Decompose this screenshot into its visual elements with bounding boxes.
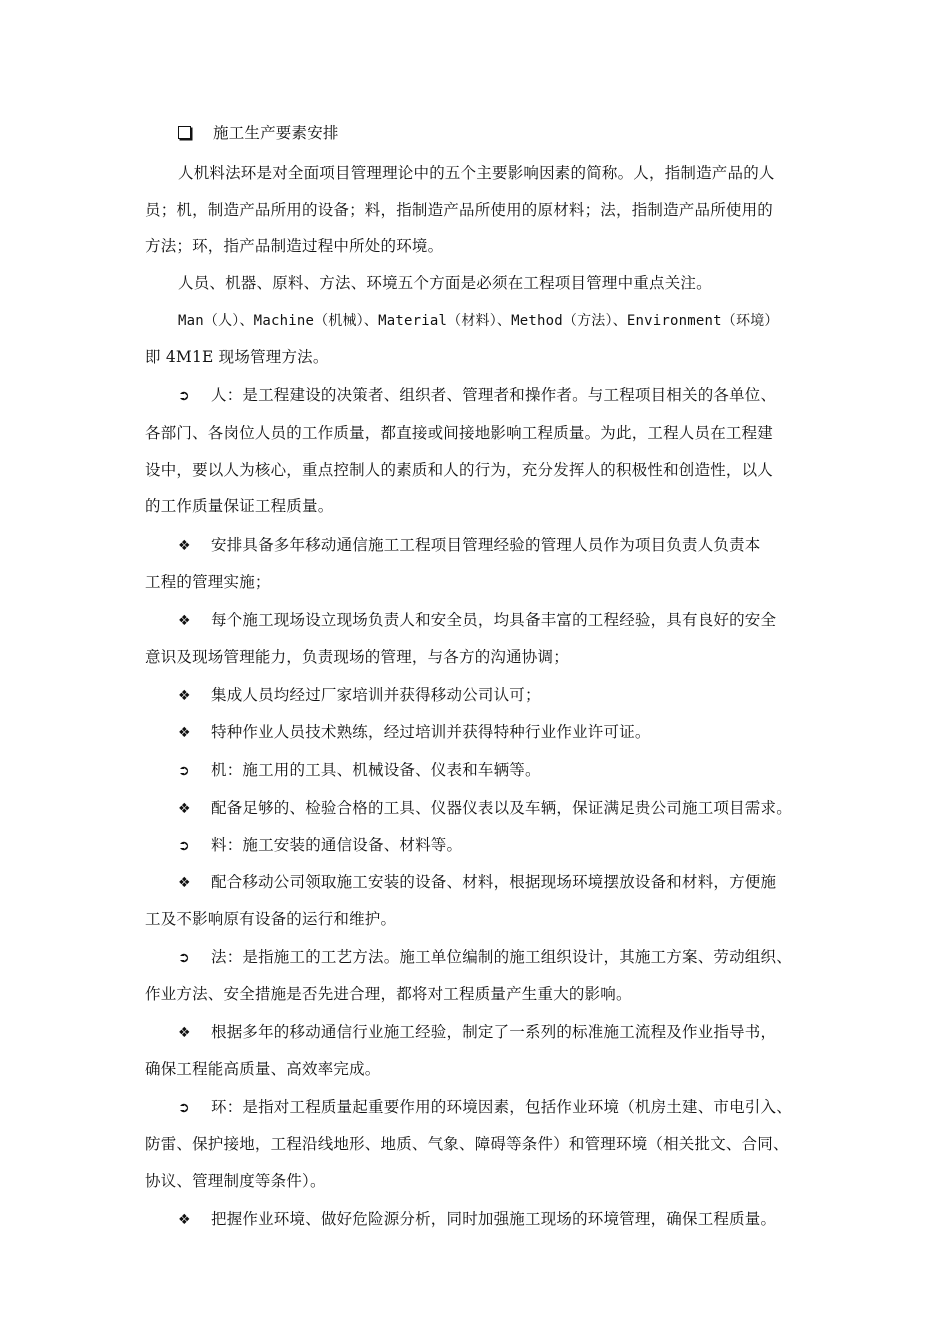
environment-section-line: 协议、管理制度等条件）。 bbox=[145, 1172, 326, 1190]
diamond-bullet-icon: ❖ bbox=[178, 725, 191, 741]
man-section-line: 设中，要以人为核心，重点控制人的素质和人的行为，充分发挥人的积极性和创造性，以人 bbox=[145, 461, 774, 479]
man-bullet: ❖ 特种作业人员技术熟练，经过培训并获得特种行业作业许可证。 bbox=[178, 723, 651, 741]
diamond-bullet-icon: ❖ bbox=[178, 613, 191, 629]
method-section-line: 作业方法、安全措施是否先进合理，都将对工程质量产生重大的影响。 bbox=[145, 985, 632, 1003]
method-section: ➲ 法：是指施工的工艺方法。施工单位编制的施工组织设计，其施工方案、劳动组织、 bbox=[178, 948, 792, 966]
diamond-bullet-icon: ❖ bbox=[178, 801, 191, 817]
english-terms-line: Man（人）、Machine（机械）、Material（材料）、Method（方法）、Environment（环境） bbox=[178, 313, 779, 329]
man-section-line: 的工作质量保证工程质量。 bbox=[145, 497, 334, 515]
man-bullet: ❖ 每个施工现场设立现场负责人和安全员，均具备丰富的工程经验，具有良好的安全 bbox=[178, 611, 777, 629]
material-section: ➲ 料：施工安装的通信设备、材料等。 bbox=[178, 836, 463, 854]
intro-paragraph-line: 员；机，制造产品所用的设备；料，指制造产品所使用的原材料；法，指制造产品所使用的 bbox=[145, 201, 774, 219]
environment-bullet: ❖ 把握作业环境、做好危险源分析，同时加强施工现场的环境管理，确保工程质量。 bbox=[178, 1210, 777, 1228]
diamond-bullet-icon: ❖ bbox=[178, 1212, 191, 1228]
arrow-bullet-icon: ➲ bbox=[178, 950, 190, 966]
environment-section-line: 防雷、保护接地，工程沿线地形、地质、气象、障碍等条件）和管理环境（相关批文、合同、 bbox=[145, 1135, 789, 1153]
document-page bbox=[145, 0, 810, 1344]
environment-section: ➲ 环：是指对工程质量起重要作用的环境因素，包括作业环境（机房土建、市电引入、 bbox=[178, 1098, 792, 1116]
diamond-bullet-icon: ❖ bbox=[178, 688, 191, 704]
material-bullet-line: 工及不影响原有设备的运行和维护。 bbox=[145, 910, 397, 928]
man-section-line: 各部门、各岗位人员的工作质量，都直接或间接地影响工程质量。为此，工程人员在工程建 bbox=[145, 424, 774, 442]
machine-bullet: ❖ 配备足够的、检验合格的工具、仪器仪表以及车辆，保证满足贵公司施工项目需求。 bbox=[178, 799, 792, 817]
english-terms-line: 即 4M1E 现场管理方法。 bbox=[145, 348, 329, 366]
man-bullet: ❖ 集成人员均经过厂家培训并获得移动公司认可； bbox=[178, 686, 541, 704]
arrow-bullet-icon: ➲ bbox=[178, 838, 190, 854]
intro-paragraph-line: 方法；环，指产品制造过程中所处的环境。 bbox=[145, 237, 444, 255]
diamond-bullet-icon: ❖ bbox=[178, 1025, 191, 1041]
arrow-bullet-icon: ➲ bbox=[178, 1100, 190, 1116]
man-bullet-line: 工程的管理实施； bbox=[145, 573, 271, 591]
method-bullet: ❖ 根据多年的移动通信行业施工经验，制定了一系列的标准施工流程及作业指导书， bbox=[178, 1023, 777, 1041]
focus-paragraph: 人员、机器、原料、方法、环境五个方面是必须在工程项目管理中重点关注。 bbox=[178, 274, 712, 292]
intro-paragraph-line: 人机料法环是对全面项目管理理论中的五个主要影响因素的简称。人，指制造产品的人 bbox=[178, 164, 775, 182]
arrow-bullet-icon: ➲ bbox=[178, 388, 190, 404]
material-bullet: ❖ 配合移动公司领取施工安装的设备、材料，根据现场环境摆放设备和材料，方便施 bbox=[178, 873, 777, 891]
arrow-bullet-icon: ➲ bbox=[178, 763, 190, 779]
diamond-bullet-icon: ❖ bbox=[178, 538, 191, 554]
section-heading: 施工生产要素安排 bbox=[178, 123, 339, 143]
machine-section: ➲ 机：施工用的工具、机械设备、仪表和车辆等。 bbox=[178, 761, 541, 779]
method-bullet-line: 确保工程能高质量、高效率完成。 bbox=[145, 1060, 381, 1078]
diamond-bullet-icon: ❖ bbox=[178, 875, 191, 891]
man-bullet: ❖ 安排具备多年移动通信施工工程项目管理经验的管理人员作为项目负责人负责本 bbox=[178, 536, 761, 554]
man-section: ➲ 人：是工程建设的决策者、组织者、管理者和操作者。与工程项目相关的各单位、 bbox=[178, 386, 777, 404]
man-bullet-line: 意识及现场管理能力，负责现场的管理，与各方的沟通协调； bbox=[145, 648, 569, 666]
checkbox-bullet-icon bbox=[178, 126, 191, 139]
